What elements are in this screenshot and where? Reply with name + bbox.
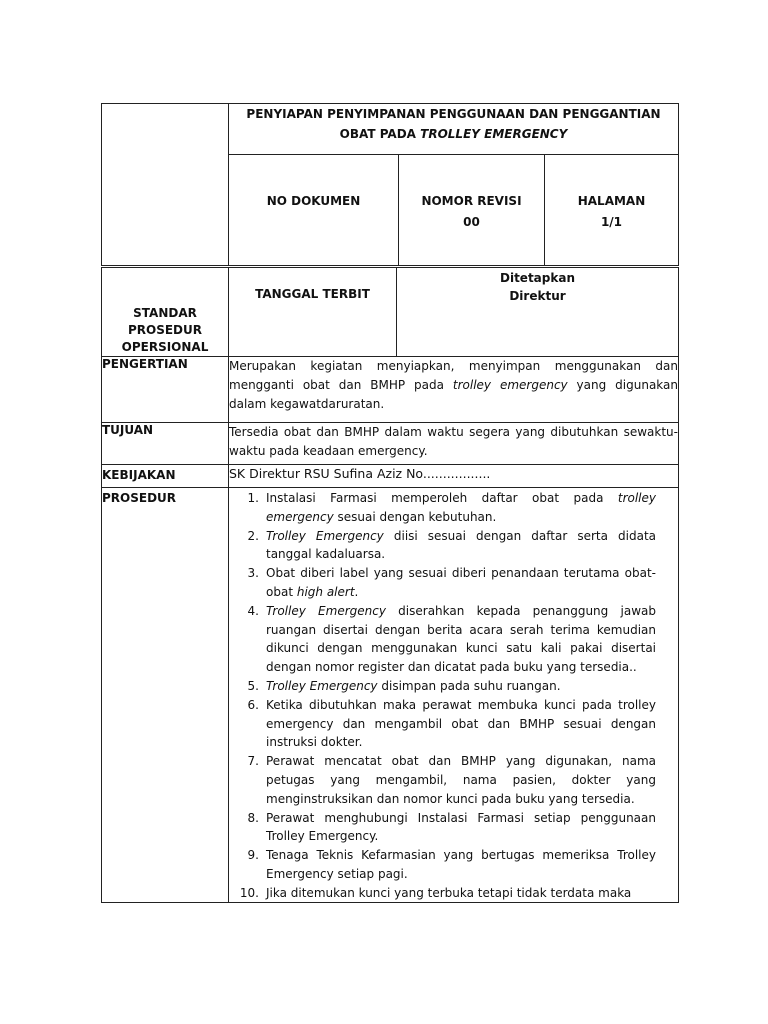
halaman-value: 1/1 (600, 215, 623, 229)
title-line-2: OBAT PADA TROLLEY EMERGENCY (339, 127, 568, 141)
tanggal-terbit-label: TANGGAL TERBIT (255, 287, 370, 301)
halaman-cell (545, 155, 679, 266)
prosedur-step (233, 602, 656, 677)
prosedur-label: PROSEDUR (102, 488, 229, 903)
kebijakan-label: KEBIJAKAN (102, 465, 229, 488)
prosedur-step (233, 846, 656, 884)
prosedur-step (233, 677, 656, 696)
step-text: Perawat mencatat obat dan BMHP yang digunakan, nama petugas yang mengambil, nama pasien, dokter yang menginstruksikan dan nomor kunci pada buku yang tersedia. (266, 754, 656, 806)
title-line-1: PENYIAPAN PENYIMPANAN PENGGUNAAN DAN PENGGANTIAN (246, 107, 661, 121)
step-number: 6. (247, 697, 259, 712)
nomor-revisi-cell (399, 155, 545, 266)
direktur-label: Direktur (509, 289, 566, 303)
step-number: 8. (247, 810, 259, 825)
step-text: Jika ditemukan kunci yang terbuka tetapi tidak terdata maka (266, 885, 632, 900)
nomor-revisi-value: 00 (463, 215, 480, 229)
tujuan-label: TUJUAN (102, 423, 229, 465)
step-number: 1. (247, 491, 259, 505)
step-number: 10. (239, 885, 259, 900)
prosedur-step (233, 489, 656, 527)
tanggal-terbit-cell (229, 268, 397, 357)
step-number: 7. (247, 754, 259, 769)
no-dokumen-cell (229, 155, 399, 266)
sop-body-table (101, 267, 679, 903)
prosedur-step (233, 884, 656, 902)
document-header-table (101, 103, 679, 266)
ditetapkan-cell (397, 268, 679, 357)
sop-label-cell (102, 268, 229, 357)
logo-cell (102, 104, 229, 266)
step-number: 4. (247, 603, 259, 618)
prosedur-step (233, 809, 656, 847)
step-number: 2. (247, 528, 259, 543)
step-number: 3. (247, 566, 259, 581)
prosedur-step (233, 696, 656, 752)
pengertian-label: PENGERTIAN (102, 357, 229, 423)
document-title (229, 104, 679, 155)
sop-label-line-2: PROSEDUR (127, 323, 203, 337)
sop-label-line-3: OPERSIONAL (121, 340, 209, 354)
halaman-label: HALAMAN (577, 194, 646, 208)
prosedur-steps (229, 489, 678, 902)
prosedur-content (229, 488, 679, 903)
step-text: Trolley Emergency disimpan pada suhu ruangan. (266, 678, 561, 693)
step-text: Ketika dibutuhkan maka perawat membuka kunci pada trolley emergency dan mengambil obat dan BMHP sesuai dengan instruksi dokter. (266, 697, 656, 750)
kebijakan-text: SK Direktur RSU Sufina Aziz No................. (229, 465, 679, 488)
step-text: Perawat menghubungi Instalasi Farmasi setiap penggunaan Trolley Emergency. (266, 810, 656, 844)
no-dokumen-label: NO DOKUMEN (266, 194, 361, 208)
ditetapkan-label: Ditetapkan (500, 271, 575, 285)
title-italic: TROLLEY EMERGENCY (420, 127, 568, 141)
step-text: Obat diberi label yang sesuai diberi penandaan terutama obat-obat high alert. (266, 566, 656, 599)
prosedur-viewport (229, 489, 678, 902)
sop-label-line-1: STANDAR (133, 306, 197, 320)
prosedur-step (233, 564, 656, 602)
prosedur-step (233, 527, 656, 565)
step-number: 5. (247, 678, 259, 693)
prosedur-step (233, 752, 656, 808)
nomor-revisi-label: NOMOR REVISI (421, 194, 522, 208)
step-text: Tenaga Teknis Kefarmasian yang bertugas memeriksa Trolley Emergency setiap pagi. (266, 848, 656, 881)
step-number: 9. (247, 848, 259, 863)
tujuan-text: Tersedia obat dan BMHP dalam waktu segera yang dibutuhkan sewaktu-waktu pada keadaan emergency. (229, 423, 679, 465)
step-text: Instalasi Farmasi memperoleh daftar obat pada trolley emergency sesuai dengan kebutuhan. (266, 491, 656, 524)
pengertian-text: Merupakan kegiatan menyiapkan, menyimpan menggunakan dan mengganti obat dan BMHP pada trolley emergency yang digunakan dalam kegawatdaruratan. (229, 357, 679, 423)
step-text: Trolley Emergency diserahkan kepada penanggung jawab ruangan disertai dengan berita acara serah terima kemudian dikunci dengan menggunakan kunci satu kali pakai disertai dengan nomor register dan dicatat pada buku yang tersedia.. (266, 603, 656, 675)
step-text: Trolley Emergency diisi sesuai dengan daftar serta didata tanggal kadaluarsa. (266, 528, 656, 562)
